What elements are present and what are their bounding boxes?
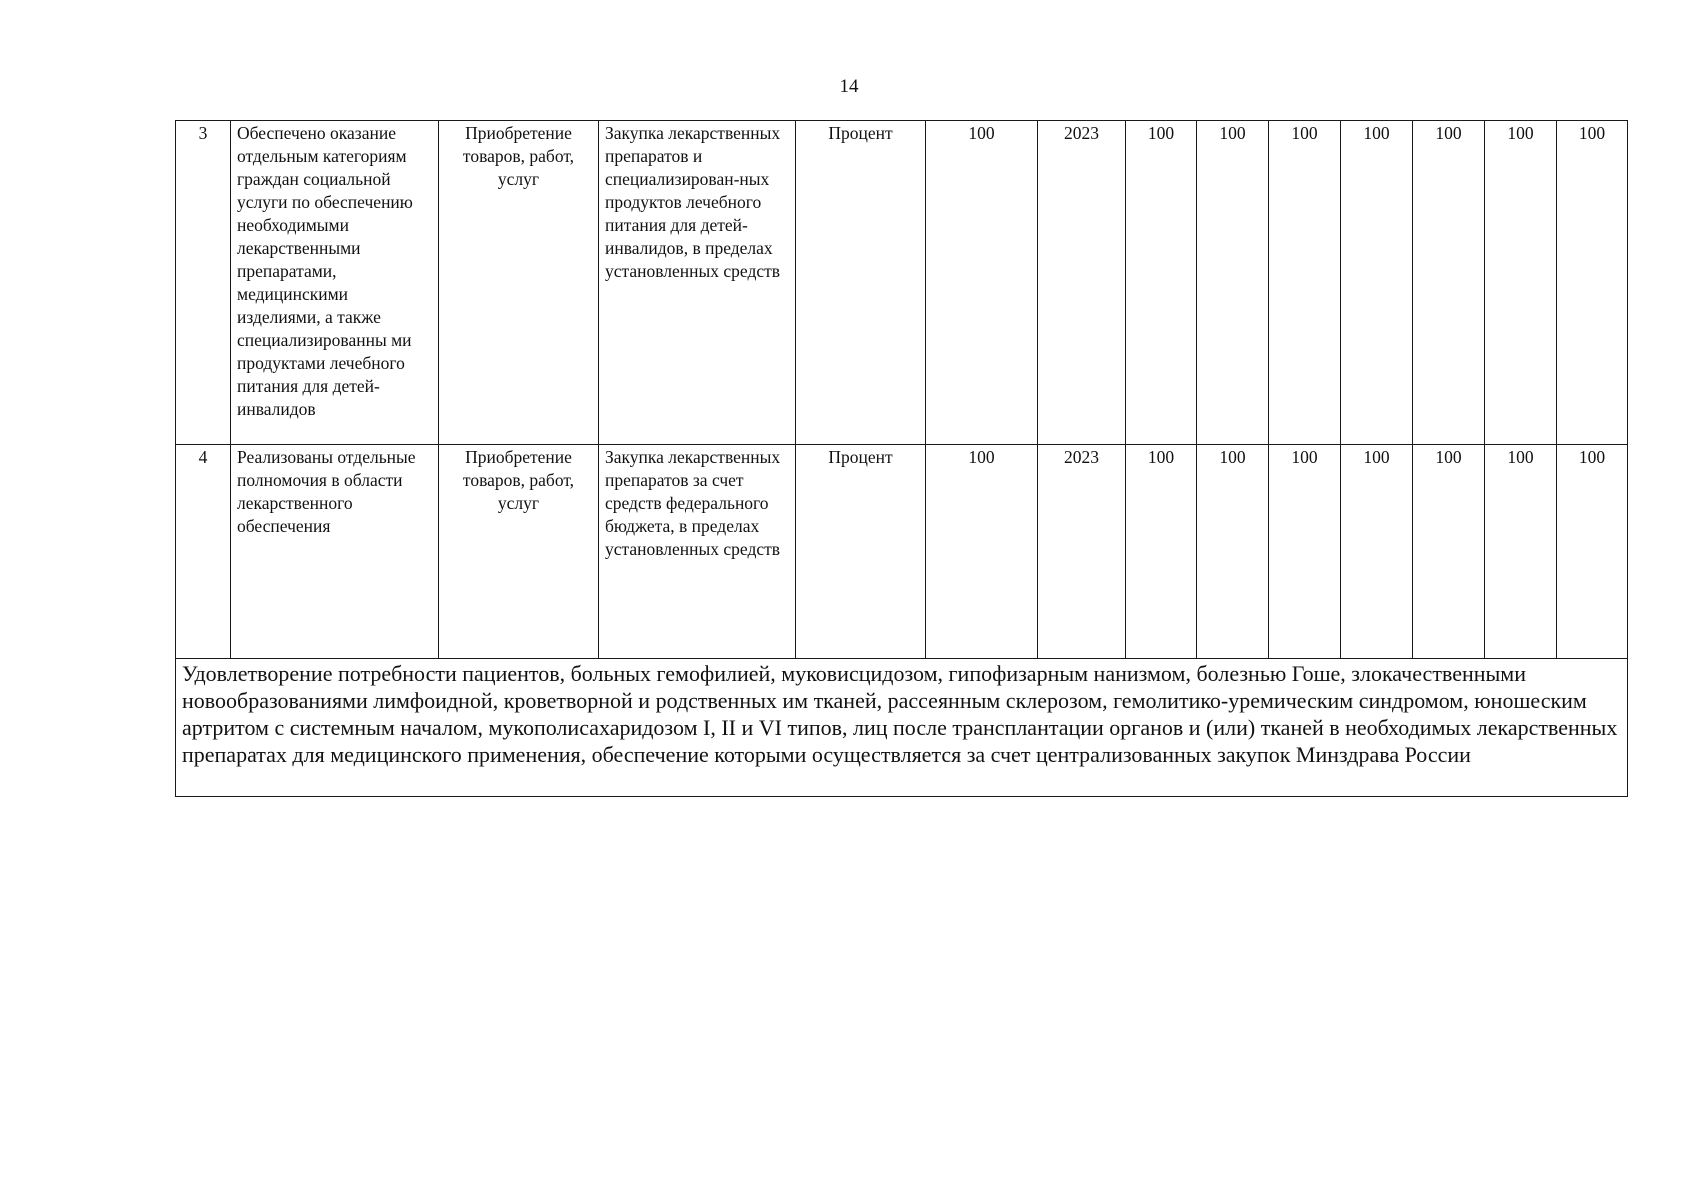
base-value-cell: 100 [926, 121, 1038, 445]
unit-cell: Процент [796, 445, 926, 659]
result-name-cell: Обеспечено оказание отдельным категориям граждан социальной услуги по обеспечению необходимыми лекарственными препаратами, медицинскими изделиями, а также специализированны ми продуктами лечебного питания для детей-инвалидов [231, 121, 439, 445]
base-value-cell: 100 [926, 445, 1038, 659]
year-value-cell: 100 [1269, 121, 1341, 445]
task-heading-row [176, 659, 1628, 797]
year-value-cell: 100 [1269, 445, 1341, 659]
year-value-cell: 100 [1341, 121, 1413, 445]
unit-cell: Процент [796, 121, 926, 445]
row-number-cell: 3 [176, 121, 231, 445]
year-value-cell: 100 [1197, 121, 1269, 445]
base-year-cell: 2023 [1038, 121, 1126, 445]
year-value-cell: 100 [1413, 445, 1485, 659]
year-value-cell: 100 [1197, 445, 1269, 659]
base-year-cell: 2023 [1038, 445, 1126, 659]
description-cell: Закупка лекарственных препаратов и специализирован-ных продуктов лечебного питания для детей-инвалидов, в пределах установленных средств [599, 121, 796, 445]
result-name-cell: Реализованы отдельные полномочия в области лекарственного обеспечения [231, 445, 439, 659]
year-value-cell: 100 [1557, 445, 1628, 659]
page-number: 14 [839, 76, 859, 97]
table-row [176, 121, 1628, 445]
year-value-cell: 100 [1126, 445, 1197, 659]
year-value-cell: 100 [1341, 445, 1413, 659]
task-heading-cell: Удовлетворение потребности пациентов, больных гемофилией, муковисцидозом, гипофизарным нанизмом, болезнью Гоше, злокачественными новообразованиями лимфоидной, кроветворной и родственных им тканей, рассеянным склерозом, гемолитико-уремическим синдромом, юношеским артритом с системным началом, мукополисахаридозом I, II и VI типов, лиц после трансплантации органов и (или) тканей в необходимых лекарственных препаратах для медицинского применения, обеспечение которыми осуществляется за счет централизованных закупок Минздрава России [176, 659, 1628, 797]
event-type-cell: Приобретение товаров, работ, услуг [439, 121, 599, 445]
row-number-cell: 4 [176, 445, 231, 659]
year-value-cell: 100 [1413, 121, 1485, 445]
year-value-cell: 100 [1126, 121, 1197, 445]
year-value-cell: 100 [1557, 121, 1628, 445]
table-row [176, 445, 1628, 659]
year-value-cell: 100 [1485, 445, 1557, 659]
results-table [175, 120, 1628, 797]
event-type-cell: Приобретение товаров, работ, услуг [439, 445, 599, 659]
year-value-cell: 100 [1485, 121, 1557, 445]
description-cell: Закупка лекарственных препаратов за счет средств федерального бюджета, в пределах установленных средств [599, 445, 796, 659]
